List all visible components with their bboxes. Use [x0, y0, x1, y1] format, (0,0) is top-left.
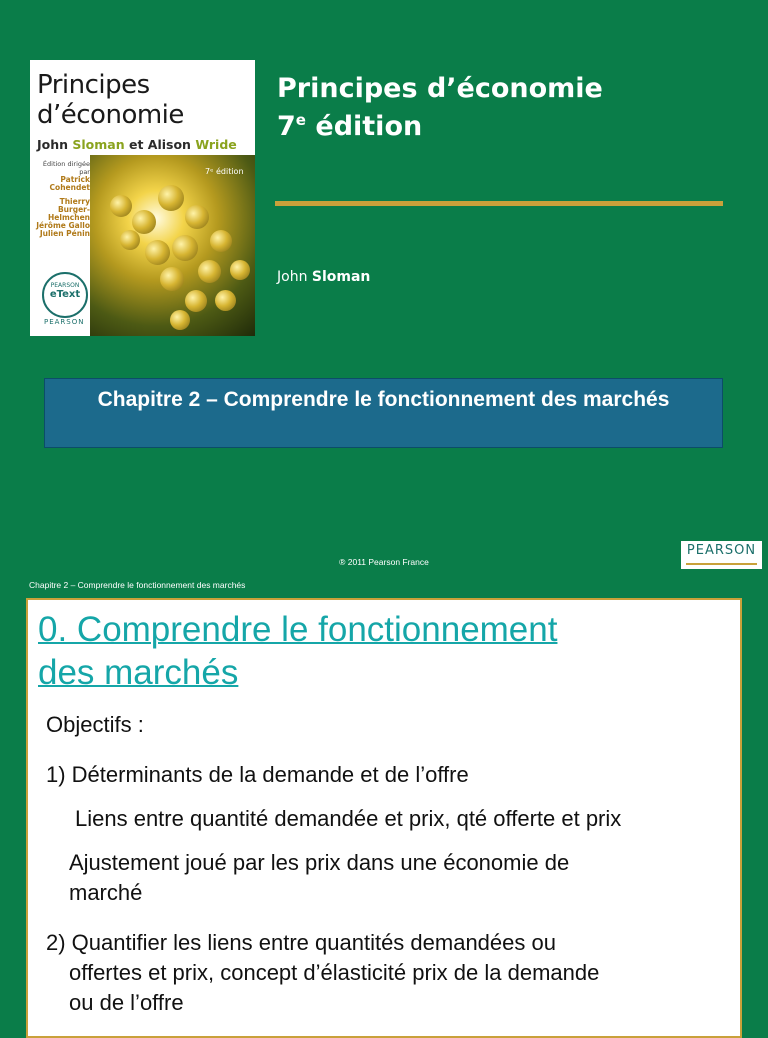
cover-editors: Édition dirigée par Patrick Cohendet Thierry Burger-Helmchen Jérôme Gallo Julien Pénin — [36, 160, 90, 238]
grapes-image — [90, 155, 255, 336]
objective-1: 1) Déterminants de la demande et de l’offre — [46, 762, 469, 787]
edition-badge: 7ᵉ édition — [205, 167, 244, 176]
objectives-label: Objectifs : — [46, 712, 144, 737]
etext-badge-icon: PEARSON eText — [42, 272, 88, 318]
cover-authors: John Sloman et Alison Wride — [37, 137, 237, 152]
cover-title: Principes d’économie — [37, 70, 184, 130]
objective-1-detail-2: Ajustement joué par les prix dans une économie de marché — [69, 850, 570, 905]
objective-1-detail-1: Liens entre quantité demandée et prix, qté offerte et prix — [75, 806, 622, 831]
book-cover — [30, 60, 255, 336]
slide-title: 0. Comprendre le fonctionnement des marchés — [38, 610, 558, 692]
author: John Sloman — [277, 269, 371, 285]
objective-2: 2) Quantifier les liens entre quantités demandées ou offertes et prix, concept d’élasticité prix de la demande ou de l’offre — [46, 930, 600, 1015]
slide-header: Chapitre 2 – Comprendre le fonctionnement des marchés — [29, 580, 246, 590]
copyright: ® 2011 Pearson France — [339, 557, 429, 567]
chapter-banner: Chapitre 2 – Comprendre le fonctionnement des marchés — [44, 378, 723, 448]
book-title: Principes d’économie 7e édition — [277, 73, 603, 142]
cover-publisher: PEARSON — [44, 318, 85, 326]
gold-divider — [275, 201, 723, 206]
pearson-logo: PEARSON — [681, 541, 762, 569]
content-slide — [26, 598, 742, 1038]
